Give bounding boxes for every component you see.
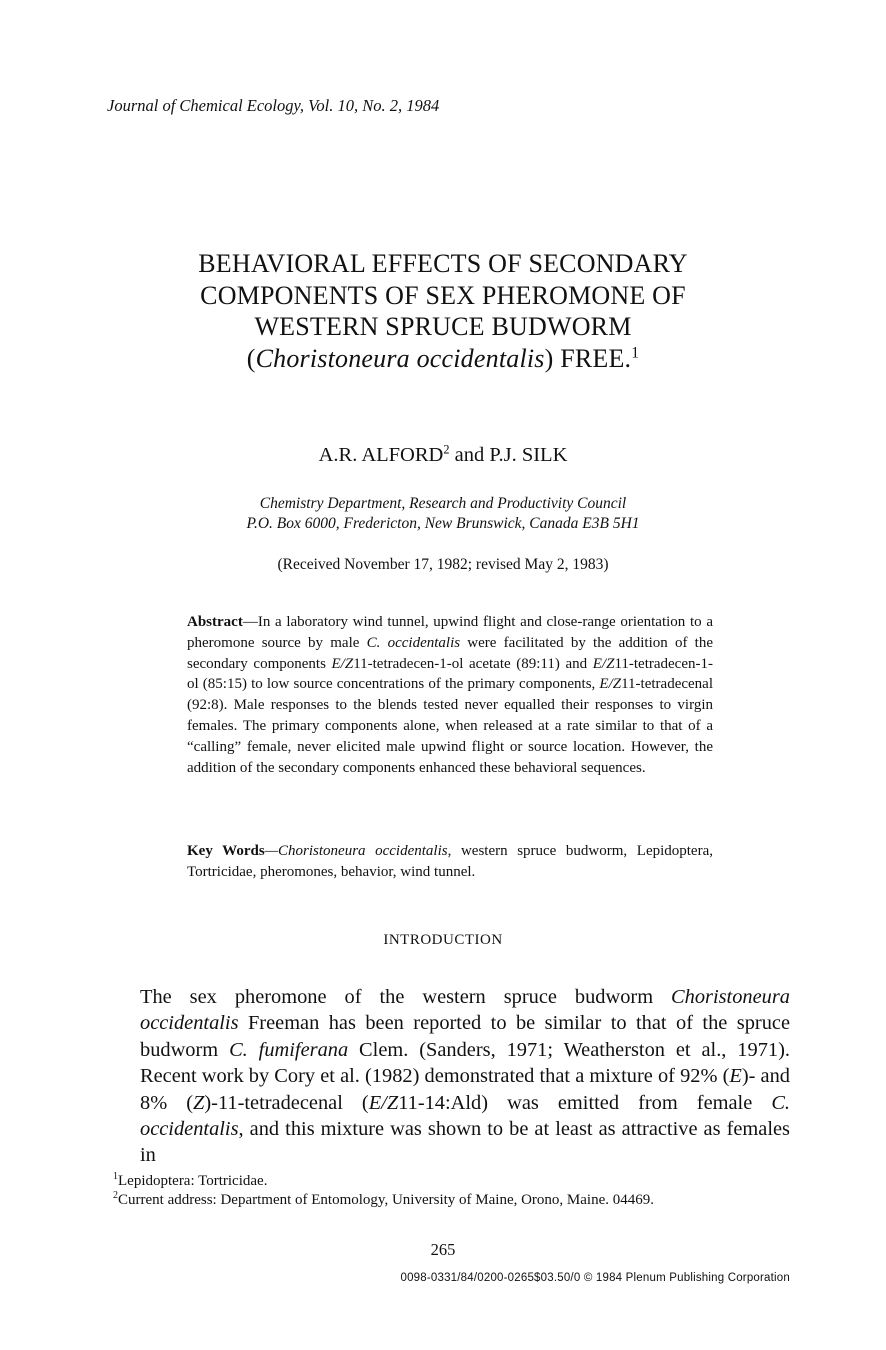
journal-citation: Journal of Chemical Ecology, Vol. 10, No. 2, 1984 xyxy=(107,96,440,115)
footnotes xyxy=(113,1172,654,1210)
abstract-species: C. occidentalis xyxy=(366,634,461,651)
footnote-mark: 1 xyxy=(113,1171,118,1182)
title-line-3: WESTERN SPRUCE BUDWORM xyxy=(254,312,632,341)
author-1: A.R. ALFORD xyxy=(318,444,444,466)
abstract-label: Abstract xyxy=(187,614,243,630)
keywords-dash: — xyxy=(264,843,279,859)
affiliation-line-1: Chemistry Department, Research and Productivity Council xyxy=(259,495,627,512)
intro-isomer: E xyxy=(729,1065,742,1088)
intro-text: )- and 8% ( xyxy=(140,1065,790,1114)
intro-text: The sex pheromone of the western spruce budworm xyxy=(140,986,672,1008)
intro-species: C. occidentalis xyxy=(140,1091,791,1141)
title-author-abbrev: FREE. xyxy=(560,343,632,373)
title-line-2: COMPONENTS OF SEX PHEROMONE OF xyxy=(200,280,686,310)
affiliation-line-2: P.O. Box 6000, Fredericton, New Brunswick, Canada E3B 5H1 xyxy=(246,515,640,532)
intro-text: Freeman has been reported to be similar to that of the spruce budworm xyxy=(140,1012,790,1061)
intro-species: C. fumiferana xyxy=(229,1038,349,1061)
title-footnote-mark: 1 xyxy=(631,344,640,362)
keywords xyxy=(187,841,713,883)
footnote xyxy=(113,1172,654,1191)
abstract-text: 11-tetradecenal (92:8). Male responses to the blends tested never equalled their responses to virgin females. The primary components alone, when released at a rate similar to that of a “calling” female, never elicited male upwind flight or source location. However, the addition of the secondary components enhanced these behavioral sequences. xyxy=(187,676,713,776)
affiliation xyxy=(0,494,886,534)
intro-text: 11-14:Ald) was emitted from female xyxy=(398,1091,772,1114)
title-species: Choristoneura occidentalis xyxy=(255,343,545,373)
intro-isomer: E/Z xyxy=(368,1091,399,1114)
title-line-1: BEHAVIORAL EFFECTS OF SECONDARY xyxy=(198,249,688,278)
abstract-text: were facilitated by the addition of the secondary components xyxy=(187,634,713,672)
abstract xyxy=(187,612,713,778)
intro-text: )-11-tetradecenal ( xyxy=(204,1091,369,1114)
footnote-mark: 2 xyxy=(113,1190,118,1201)
section-heading: INTRODUCTION xyxy=(383,932,503,948)
author-conjunction: and xyxy=(454,444,485,466)
intro-isomer: Z xyxy=(193,1091,205,1114)
abstract-isomer: E/Z xyxy=(331,655,354,672)
introduction-paragraph xyxy=(140,984,790,1169)
copyright-line: 0098-0331/84/0200-0265$03.50/0 © 1984 Plenum Publishing Corporation xyxy=(400,1272,790,1284)
footnote-text: Lepidoptera: Tortricidae. xyxy=(118,1173,268,1189)
footnote xyxy=(113,1191,654,1210)
received-dates: (Received November 17, 1982; revised May 2, 1983) xyxy=(277,556,609,573)
abstract-isomer: E/Z xyxy=(592,655,615,672)
paper-title xyxy=(0,248,886,374)
abstract-text: 11-tetradecen-1-ol acetate (89:11) and xyxy=(353,655,593,672)
page-number: 265 xyxy=(430,1240,456,1259)
intro-text: Clem. (Sanders, 1971; Weatherston et al., 1971). Recent work by Cory et al. (1982) demonstrated that a mixture of 92% ( xyxy=(140,1038,790,1088)
authors xyxy=(0,444,886,467)
intro-text: , and this mixture was shown to be at least as attractive as females in xyxy=(140,1118,790,1167)
author-2: P.J. SILK xyxy=(489,444,568,466)
title-line-4: (Choristoneura occidentalis) FREE.$^1$ xyxy=(246,343,640,373)
footnote-text: Current address: Department of Entomology, University of Maine, Orono, Maine. 04469. xyxy=(118,1192,655,1208)
intro-species: Choristoneura occidentalis xyxy=(140,986,790,1035)
keywords-species: Choristoneura occidentalis xyxy=(278,843,448,859)
author-1-footnote-mark: 2 xyxy=(443,442,450,457)
keywords-label: Key Words xyxy=(187,843,265,859)
abstract-text: —In a laboratory wind tunnel, upwind flight and close-range orientation to a pheromone source by male xyxy=(187,614,713,651)
abstract-text: 11-tetradecen-1-ol (85:15) to low source concentrations of the primary components, xyxy=(187,655,713,693)
abstract-isomer: E/Z xyxy=(599,676,622,693)
introduction-body xyxy=(140,984,790,1169)
keywords-text: , western spruce budworm, Lepidoptera, Tortricidae, pheromones, behavior, wind tunnel. xyxy=(187,843,713,880)
